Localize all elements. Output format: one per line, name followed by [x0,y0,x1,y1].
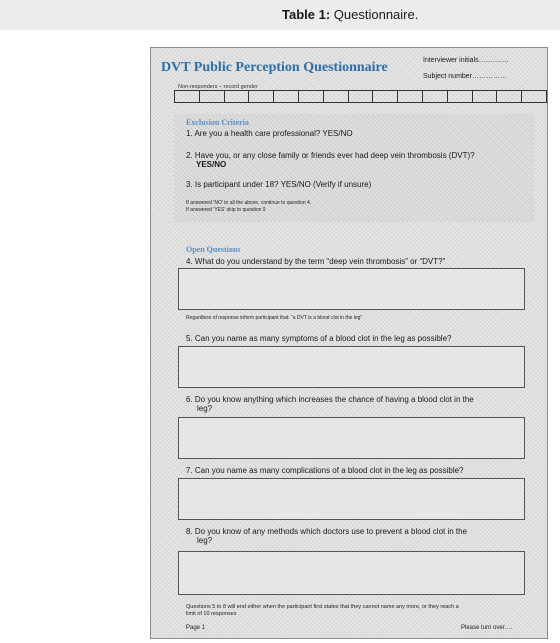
question-5: 5. Can you name as many symptoms of a blood clot in the leg as possible? [186,334,452,343]
turn-over-note: Please turn over…. [461,625,513,631]
exclusion-note-2: If answered ‘YES’ skip to question 9 [186,207,266,213]
open-questions-heading: Open Questions [186,245,241,254]
question-7: 7. Can you name as many complications of a blood clot in the leg as possible? [186,466,464,475]
caption-label: Table 1: [282,7,331,22]
exclusion-note-1: If answered ‘NO’ to all the above, continue to question 4. [186,200,312,206]
question-6: 6. Do you know anything which increases the chance of having a blood clot in the [186,395,474,404]
non-responders-label: Non-responders – record gender [178,84,258,90]
answer-box-6[interactable] [178,417,525,459]
question-8-cont: leg? [197,536,213,545]
form-title: DVT Public Perception Questionnaire [161,60,388,75]
question-4-note: Regardless of response inform participant that: “a DVT is a blood clot in the leg” [186,315,363,321]
table-caption [282,7,418,22]
answer-box-5[interactable] [178,346,525,388]
question-2-answer: YES/NO [196,160,227,169]
non-responders-grid [174,90,547,103]
question-6-cont: leg? [197,404,213,413]
question-8: 8. Do you know of any methods which doctors use to prevent a blood clot in the [186,527,468,536]
caption-bar [0,0,560,30]
question-3: 3. Is participant under 18? YES/NO (Verify if unsure) [186,180,372,189]
answer-box-4[interactable] [178,268,525,310]
questionnaire-sheet [150,47,548,639]
page-number: Page 1 [186,625,206,631]
subject-number-field: Subject number…………… [423,73,508,80]
exclusion-criteria-panel [174,114,534,222]
footer-note-line-1: Questions 5 to 8 will end either when the participant first states that they cannot name any more, or they reach a [186,604,459,610]
question-4: 4. What do you understand by the term “deep vein thrombosis” or “DVT?” [186,257,446,266]
exclusion-heading: Exclusion Criteria [186,118,249,127]
answer-box-8[interactable] [178,551,525,595]
question-1: 1. Are you a health care professional? YES/NO [186,129,353,138]
answer-box-7[interactable] [178,478,525,520]
interviewer-initials-field: Interviewer initials…………. [423,57,509,64]
footer-note-line-2: limit of 10 responses [186,611,237,617]
question-2: 2. Have you, or any close family or friends ever had deep vein thrombosis (DVT)? [186,151,475,160]
caption-text: Questionnaire. [333,7,419,22]
